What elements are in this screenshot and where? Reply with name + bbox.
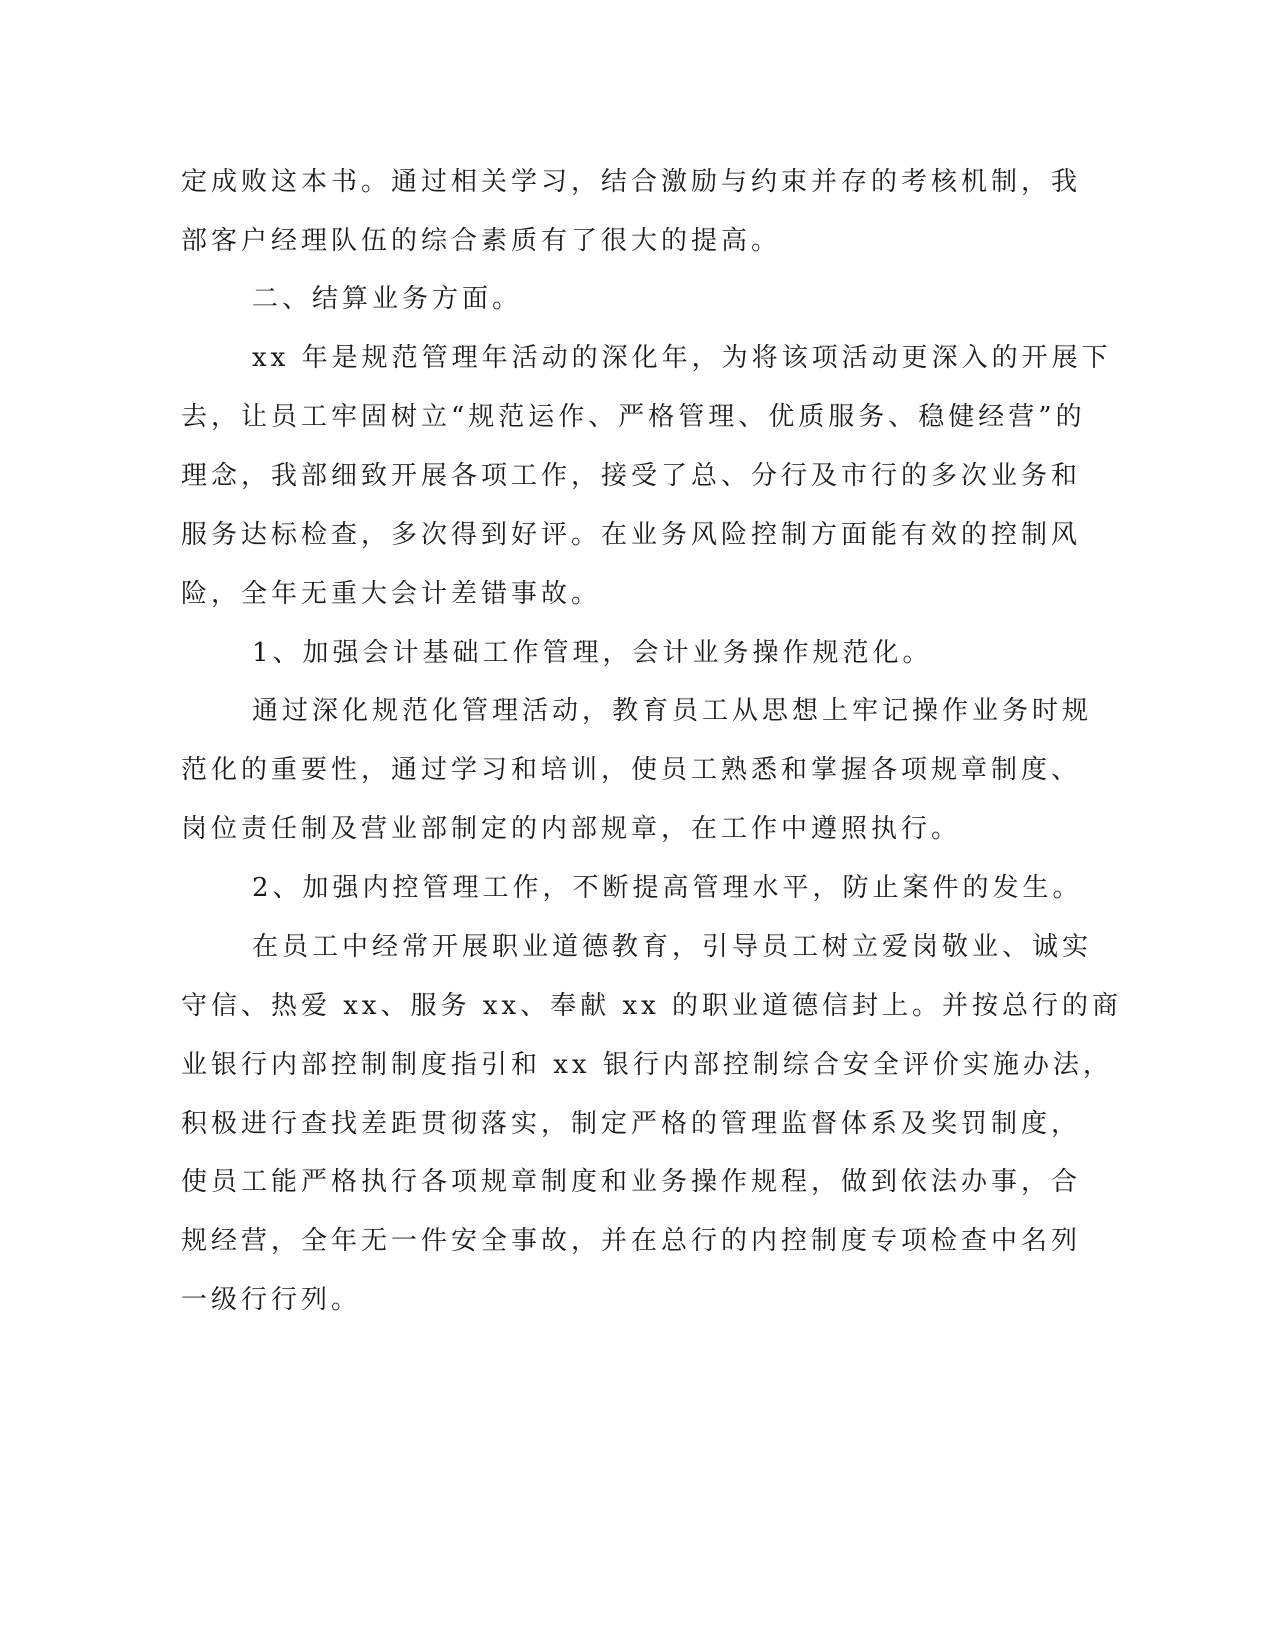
text-line: 使员工能严格执行各项规章制度和业务操作规程，做到依法办事，合 xyxy=(181,1167,1082,1197)
text-line: 理念，我部细致开展各项工作，接受了总、分行及市行的多次业务和 xyxy=(181,461,1082,491)
text-line: 积极进行查找差距贯彻落实，制定严格的管理监督体系及奖罚制度， xyxy=(181,1109,1082,1139)
subsection-heading: 2、加强内控管理工作，不断提高管理水平，防止案件的发生。 xyxy=(252,873,1083,903)
text-line: 范化的重要性，通过学习和培训，使员工熟悉和掌握各项规章制度、 xyxy=(181,755,1082,785)
text-line: 岗位责任制及营业部制定的内部规章，在工作中遵照执行。 xyxy=(181,814,962,844)
text-line: 业银行内部控制制度指引和 xx 银行内部控制综合安全评价实施办法， xyxy=(181,1050,1113,1080)
text-line: 一级行行列。 xyxy=(181,1285,362,1315)
text-line: 定成败这本书。通过相关学习，结合激励与约束并存的考核机制，我 xyxy=(181,167,1082,197)
text-line: 规经营，全年无一件安全事故，并在总行的内控制度专项检查中名列 xyxy=(181,1226,1082,1256)
text-line: 部客户经理队伍的综合素质有了很大的提高。 xyxy=(181,226,782,256)
text-line: 去，让员工牢固树立“规范运作、严格管理、优质服务、稳健经营”的 xyxy=(181,402,1086,432)
text-line: 通过深化规范化管理活动，教育员工从思想上牢记操作业务时规 xyxy=(252,696,1093,726)
text-line: xx 年是规范管理年活动的深化年，为将该项活动更深入的开展下 xyxy=(252,343,1112,373)
text-line: 险，全年无重大会计差错事故。 xyxy=(181,579,602,609)
text-line: 服务达标检查，多次得到好评。在业务风险控制方面能有效的控制风 xyxy=(181,520,1082,550)
text-line: 在员工中经常开展职业道德教育，引导员工树立爱岗敬业、诚实 xyxy=(252,932,1093,962)
subsection-heading: 1、加强会计基础工作管理，会计业务操作规范化。 xyxy=(252,638,933,668)
text-line: 守信、热爱 xx、服务 xx、奉献 xx 的职业道德信封上。并按总行的商 xyxy=(181,991,1123,1021)
section-heading: 二、结算业务方面。 xyxy=(252,284,523,314)
